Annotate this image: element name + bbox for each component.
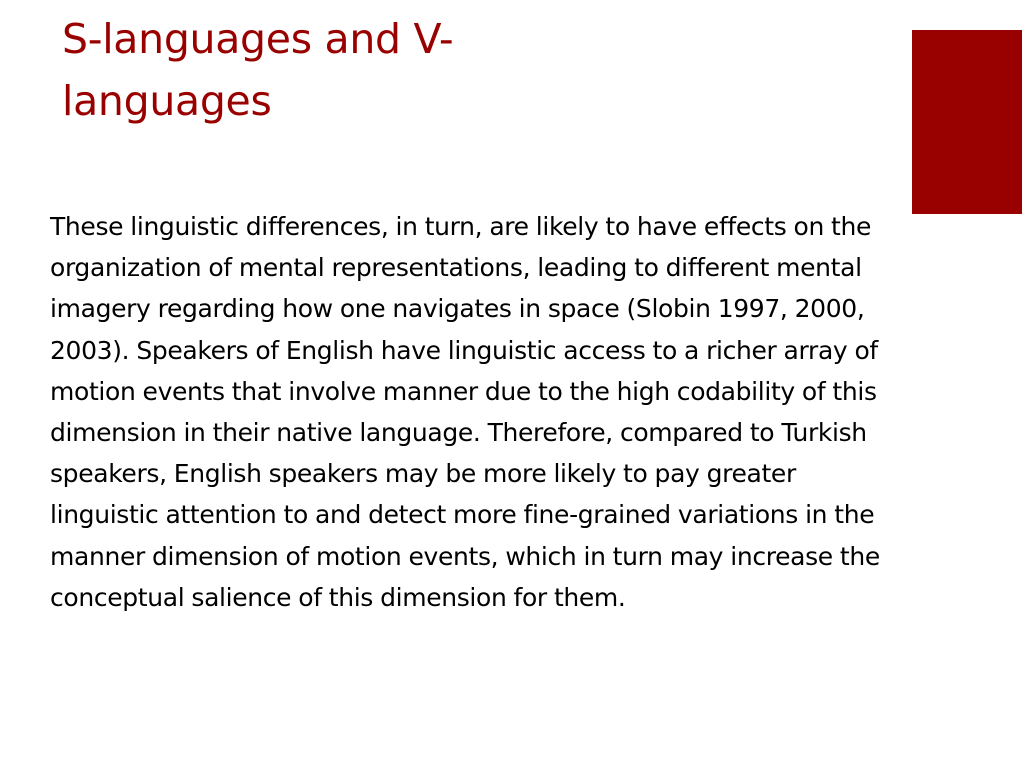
- accent-bar: [912, 30, 1022, 214]
- slide-body-text: These linguistic differences, in turn, are likely to have effects on the organization of mental representations, leading to different mental imagery regarding how one navigates in space (Slobin 1997, 2000, 2003). Speakers of English have linguistic access to a richer array of motion events that involve manner due to the high codability of this dimension in their native language. Therefore, compared to Turkish speakers, English speakers may be more likely to pay greater linguistic attention to and detect more fine-grained variations in the manner dimension of motion events, which in turn may increase the conceptual salience of this dimension for them.: [50, 212, 880, 612]
- slide-title: S-languages and V-languages: [62, 15, 454, 125]
